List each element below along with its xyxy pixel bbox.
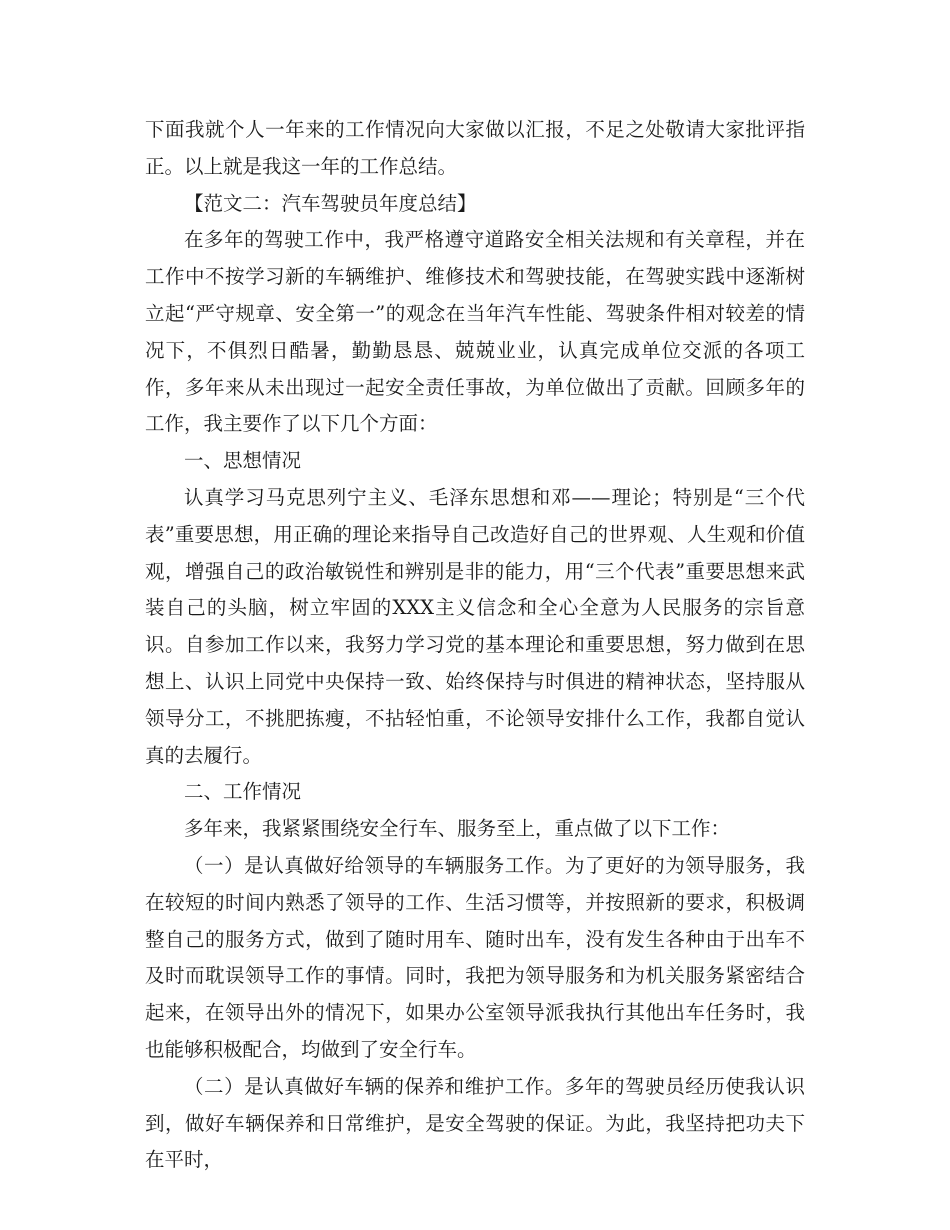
paragraph-work-item-1: （一）是认真做好给领导的车辆服务工作。为了更好的为领导服务，我在较短的时间内熟悉了领导的工作、生活习惯等，并按照新的要求，积极调整自己的服务方式，做到了随时用车、随时出车，没有发生各种由于出车不及时而耽误领导工作的事情。同时，我把为领导服务和为机关服务紧密结合起来，在领导出外的情况下，如果办公室领导派我执行其他出车任务时，我也能够积极配合，均做到了安全行车。 [145, 853, 805, 1061]
sample-title: 【范文二：汽车驾驶员年度总结】 [184, 191, 477, 215]
paragraph-work-item-2: （二）是认真做好车辆的保养和维护工作。多年的驾驶员经历使我认识到，做好车辆保养和日常维护，是安全驾驶的保证。为此，我坚持把功夫下在平时， [145, 1074, 805, 1172]
document-body [145, 112, 805, 1179]
paragraph-intro-tail: 下面我就个人一年来的工作情况向大家做以汇报，不足之处敬请大家批评指正。以上就是我这一年的工作总结。 [145, 118, 805, 178]
paragraph-work-intro: 多年来，我紧紧围绕安全行车、服务至上，重点做了以下工作： [184, 817, 731, 841]
section-heading-work: 二、工作情况 [184, 780, 302, 804]
paragraph-opening: 在多年的驾驶工作中，我严格遵守道路安全相关法规和有关章程，并在工作中不按学习新的车辆维护、维修技术和驾驶技能，在驾驶实践中逐渐树立起“严守规章、安全第一”的观念在当年汽车性能、驾驶条件相对较差的情况下，不俱烈日酷暑，勤勤恳恳、兢兢业业，认真完成单位交派的各项工作，多年来从未出现过一起安全责任事故，为单位做出了贡献。回顾多年的工作，我主要作了以下几个方面： [145, 228, 805, 436]
paragraph-thought: 认真学习马克思列宁主义、毛泽东思想和邓——理论；特别是“三个代表”重要思想，用正确的理论来指导自己改造好自己的世界观、人生观和价值观，增强自己的政治敏锐性和辨别是非的能力，用“三个代表”重要思想来武装自己的头脑，树立牢固的XXX主义信念和全心全意为人民服务的宗旨意识。自参加工作以来，我努力学习党的基本理论和重要思想，努力做到在思想上、认识上同党中央保持一致、始终保持与时俱进的精神状态，坚持服从领导分工，不挑肥拣瘦，不拈轻怕重，不论领导安排什么工作，我都自觉认真的去履行。 [145, 485, 805, 767]
section-heading-thought: 一、思想情况 [184, 449, 302, 473]
